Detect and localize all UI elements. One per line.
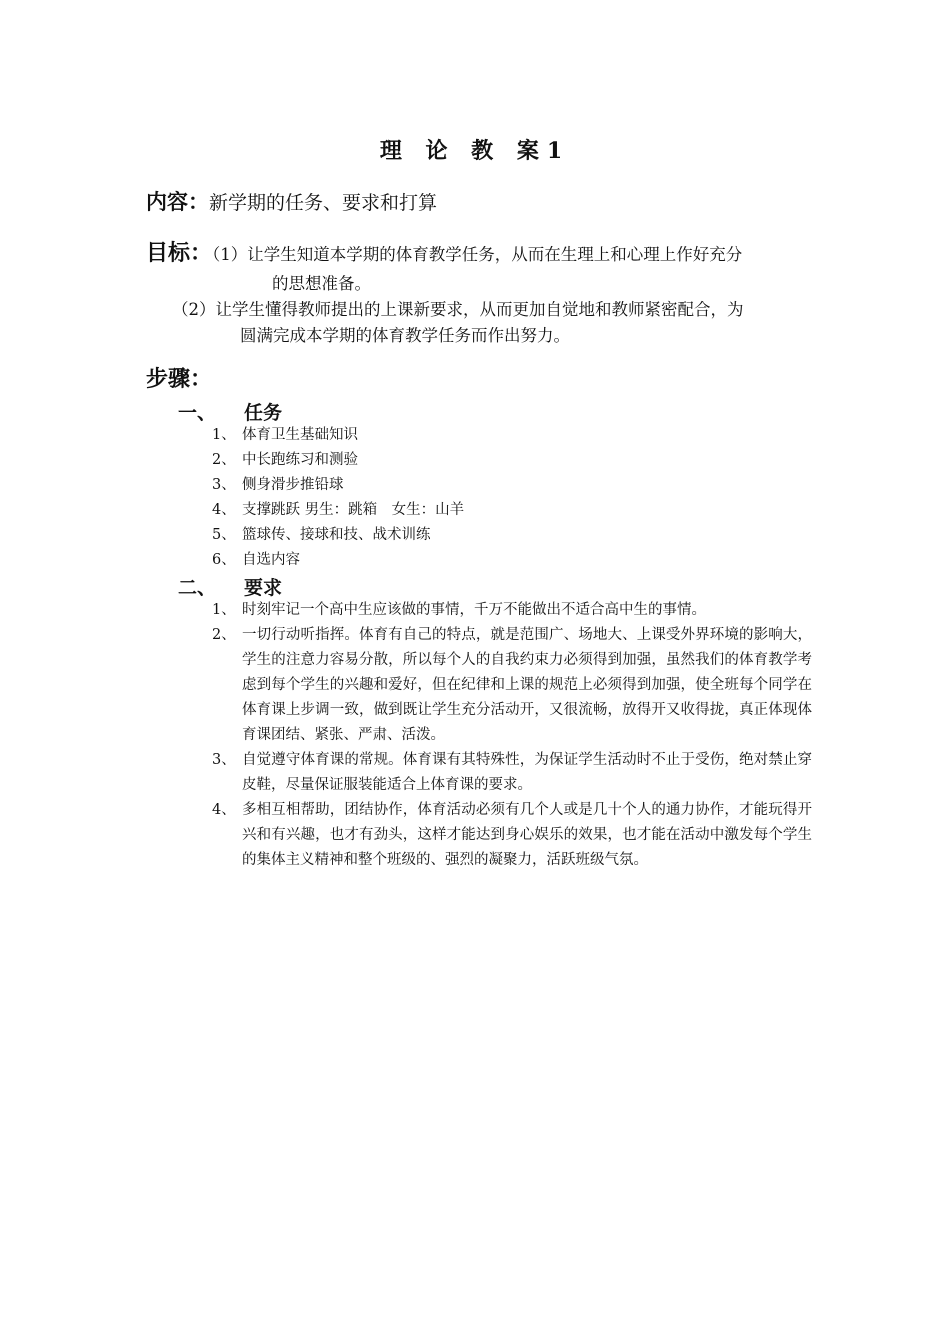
item-text: 支撑跳跃 男生：跳箱 女生：山羊: [242, 502, 465, 518]
item-text: 体育卫生基础知识: [242, 427, 358, 443]
item-text: 篮球传、接球和技、战术训练: [242, 527, 431, 543]
requirement-item: [212, 748, 812, 798]
item-number: 3、: [212, 477, 236, 493]
item-text: 自觉遵守体育课的常规。体育课有其特殊性，为保证学生活动时不止于受伤，绝对禁止穿皮鞋，尽量保证服装能适合上体育课的要求。: [242, 752, 812, 793]
item-number: 5、: [212, 527, 236, 543]
page-title: 理 论 教 案1: [379, 138, 571, 164]
list-item: [212, 523, 431, 548]
item-text: 侧身滑步推铅球: [242, 477, 344, 493]
item-text: 一切行动听指挥。体育有自己的特点，就是范围广、场地大、上课受外界环境的影响大，学生的注意力容易分散，所以每个人的自我约束力必须得到加强，虽然我们的体育教学考虑到每个学生的兴趣和爱好，但在纪律和上课的规范上必须得到加强，使全班每个同学在体育课上步调一致，做到既让学生充分活动开，又很流畅，放得开又收得拢，真正体现体育课团结、紧张、严肃、活泼。: [242, 627, 812, 743]
content-row: [146, 186, 437, 216]
item-number: 2、: [212, 452, 236, 468]
list-item: [212, 548, 300, 573]
item-number: 1、: [212, 602, 236, 618]
item-text: 中长跑练习和测验: [242, 452, 358, 468]
list-item: [212, 473, 344, 498]
item-number: 4、: [212, 502, 236, 518]
section-title: 任务: [244, 402, 283, 424]
steps-label: 步骤：: [146, 367, 213, 392]
list-item: [212, 498, 464, 523]
content-label: 内容：: [146, 190, 209, 214]
item-text: 自选内容: [242, 552, 300, 568]
item-number: 3、: [212, 752, 236, 768]
section-heading-requirements: [178, 573, 282, 600]
item-number: 1、: [212, 427, 236, 443]
section-title: 要求: [244, 577, 283, 599]
section-heading-tasks: [178, 398, 282, 425]
item-number: 2、: [212, 627, 236, 643]
requirement-item: [212, 598, 812, 623]
item-number: 6、: [212, 552, 236, 568]
goal1-line2: 的思想准备。: [272, 274, 371, 293]
item-text: 时刻牢记一个高中生应该做的事情，千万不能做出不适合高中生的事情。: [242, 602, 706, 618]
goal2-line1: （2）让学生懂得教师提出的上课新要求，从而更加自觉地和教师紧密配合，为: [172, 300, 744, 319]
section-number: 一、: [178, 402, 217, 424]
list-item: [212, 423, 358, 448]
requirement-item: [212, 798, 812, 873]
goal1-line1: （1）让学生知道本学期的体育教学任务，从而在生理上和心理上作好充分: [212, 245, 743, 264]
list-item: [212, 448, 358, 473]
goals-row: [146, 236, 742, 267]
content-text: 新学期的任务、要求和打算: [209, 192, 438, 214]
section-number: 二、: [178, 577, 217, 599]
item-number: 4、: [212, 802, 236, 818]
item-text: 多相互相帮助，团结协作，体育活动必须有几个人或是几十个人的通力协作，才能玩得开兴和有兴趣，也才有劲头，这样才能达到身心娱乐的效果，也才能在活动中激发每个学生的集体主义精神和整个班级的、强烈的凝聚力，活跃班级气氛。: [242, 802, 812, 868]
requirement-item: [212, 623, 812, 748]
goals-label: 目标：: [146, 241, 213, 266]
goal2-line2: 圆满完成本学期的体育教学任务而作出努力。: [240, 326, 570, 345]
